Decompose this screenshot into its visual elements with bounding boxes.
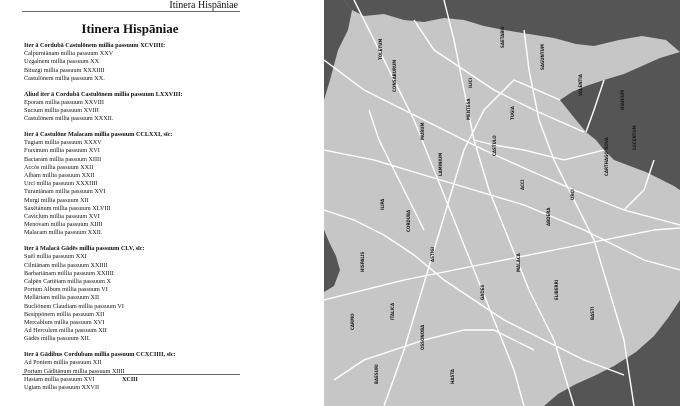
- place-label: MENTESA: [466, 98, 471, 120]
- place-label: CORDUBA: [406, 209, 411, 232]
- place-label: ABDERA: [546, 207, 551, 226]
- place-label: CONSABURUM: [392, 59, 397, 92]
- itinerary-stage: Ugiam millia passuum XXVII: [24, 384, 100, 392]
- itinerary-stage: Bactaram millia passuum XIIII: [24, 155, 102, 163]
- place-label: CARMO: [350, 313, 355, 330]
- place-label: ACCI: [520, 179, 525, 190]
- itinerary-section: [24, 245, 240, 343]
- place-label: ASTIGI: [430, 247, 435, 262]
- place-label: HISPALIS: [360, 251, 365, 272]
- itinerary-stage: Hastam millia passuum XVI: [24, 375, 95, 383]
- itinerary-stage: Calpurniānam millia passuum XXV: [24, 50, 114, 58]
- itinerary-stage: Saxētānum millia passuum XLVIII: [24, 204, 111, 212]
- itinerary-stage: Albam millia passuum XXII: [24, 172, 95, 180]
- place-label: SAGUNTUM: [540, 44, 545, 70]
- place-label: BASTI: [590, 306, 595, 320]
- place-label: DIANIUM: [620, 90, 625, 110]
- itinerary-stage: Tugiam millia passuum XXXV: [24, 139, 102, 147]
- section-heading: Iter ā Castulōne Malacam millia passuum CCLXXI, sīc:: [24, 131, 173, 139]
- itinerary-stage: Caviclum millia passuum XVI: [24, 213, 100, 221]
- footer-rule: [22, 374, 240, 375]
- itinerary-stage: Ad Pontem millia passuum XII: [24, 359, 102, 367]
- itinerary-stage: Eporam millia passuum XXVIII: [24, 98, 104, 106]
- place-label: LAMINIUM: [438, 152, 443, 176]
- place-label: SAETABIS: [500, 26, 505, 48]
- page-number: XCIII: [122, 377, 138, 383]
- place-label: OSSONOBA: [420, 324, 425, 350]
- place-label: MALACA: [516, 253, 521, 272]
- itinerary-stage: Turaniānam millia passuum XVI: [24, 188, 106, 196]
- place-label: VALENTIA: [578, 74, 583, 96]
- itinerary-stage: Malacam millia passuum XXII.: [24, 229, 103, 237]
- itinerary-stage: Castulōnem millia passuum XX.: [24, 74, 105, 82]
- itinerary-section: [24, 42, 240, 83]
- place-label: CASTULO: [492, 135, 497, 156]
- section-heading: Aliud iter ā Cordubā Castulōnem millia passuum LXXVIII:: [24, 90, 183, 98]
- itinerary-stage: Calpēn Cartēiam millia passuum X: [24, 278, 111, 286]
- place-label: HASTA: [450, 369, 455, 384]
- itinerary-section: [24, 131, 240, 238]
- map-canvas: [324, 0, 680, 406]
- itinerary-text-page: [20, 0, 240, 406]
- page-title: Itinera Hispāniae: [81, 21, 179, 36]
- place-label: MURUM: [420, 122, 425, 140]
- section-heading: Iter ā Gādibus Cordubam millia passuum CCXCIIII, sīc:: [24, 351, 176, 359]
- place-label: URCI: [570, 189, 575, 200]
- itinerary-stage: Gādēs millia passuum XII.: [24, 335, 91, 343]
- itinerary-stage: Urci millia passuum XXXIIII: [24, 180, 98, 188]
- itinerary-stage: Bucliōnem Claudiam millia passuum VI: [24, 302, 124, 310]
- itinerary-stage: Bituzgi millia passuum XXXIIII: [24, 66, 105, 74]
- place-label: ILICI: [468, 78, 473, 88]
- itinerary-stage: Portum Album millia passuum VI: [24, 286, 108, 294]
- itinerary-stage: Besippōnem millia passuum XII: [24, 310, 105, 318]
- itinerary-stage: Uzgalnem millia passuum XX: [24, 58, 100, 66]
- header-rule: [22, 11, 240, 12]
- section-heading: Iter ā Malacā Gādēs millia passuum CLV, sīc:: [24, 245, 145, 253]
- place-label: GADES: [480, 284, 485, 300]
- itinerary-section: [24, 351, 240, 392]
- place-label: ITALICA: [390, 302, 395, 320]
- place-label: ELIBERRI: [554, 279, 559, 300]
- itinerary-stage: Portum Gāditānum millia passuum XIIII: [24, 367, 125, 375]
- itinerary-stage: Barbariānam millia passuum XXIIII: [24, 269, 114, 277]
- itinerary-stage: Fraxinum millia passuum XVI: [24, 147, 100, 155]
- itinerary-stage: Mellāriam millia passuum XII: [24, 294, 100, 302]
- place-label: TOLETUM: [378, 38, 383, 60]
- place-label: BAESURI: [374, 364, 379, 384]
- itinerary-stage: Mercablum millia passuum XVI: [24, 319, 105, 327]
- itinerary-stage: Suēl millia passuum XXI: [24, 253, 87, 261]
- place-label: LUCENTUM: [632, 125, 637, 150]
- itinerary-stage: Accōs millia passuum XXII: [24, 163, 94, 171]
- running-head: Itinera Hispāniae: [169, 0, 238, 11]
- itinerary-stage: Murgi millia passuum XII: [24, 196, 89, 204]
- place-label: TUGIA: [510, 106, 515, 120]
- place-label: ILIPA: [380, 198, 385, 210]
- itinerary-stage: Sucium millia passuum XVIII: [24, 107, 99, 115]
- itinerary-stage: Ad Herculem millia passuum XII: [24, 327, 107, 335]
- itinerary-list: [24, 42, 240, 400]
- itinerary-stage: Menovam millia passuum XIIII: [24, 221, 103, 229]
- itinerary-stage: Cilniānam millia passuum XXIIII: [24, 261, 108, 269]
- itinerary-section: [24, 91, 240, 124]
- roman-roads-map: [324, 0, 680, 406]
- itinerary-stage: Castulōnem millia passuum XXXII.: [24, 115, 114, 123]
- section-heading: Iter ā Cordubā Castulōnem millia passuum XCVIIII:: [24, 42, 166, 49]
- place-label: CARTHAGO NOVA: [604, 137, 609, 176]
